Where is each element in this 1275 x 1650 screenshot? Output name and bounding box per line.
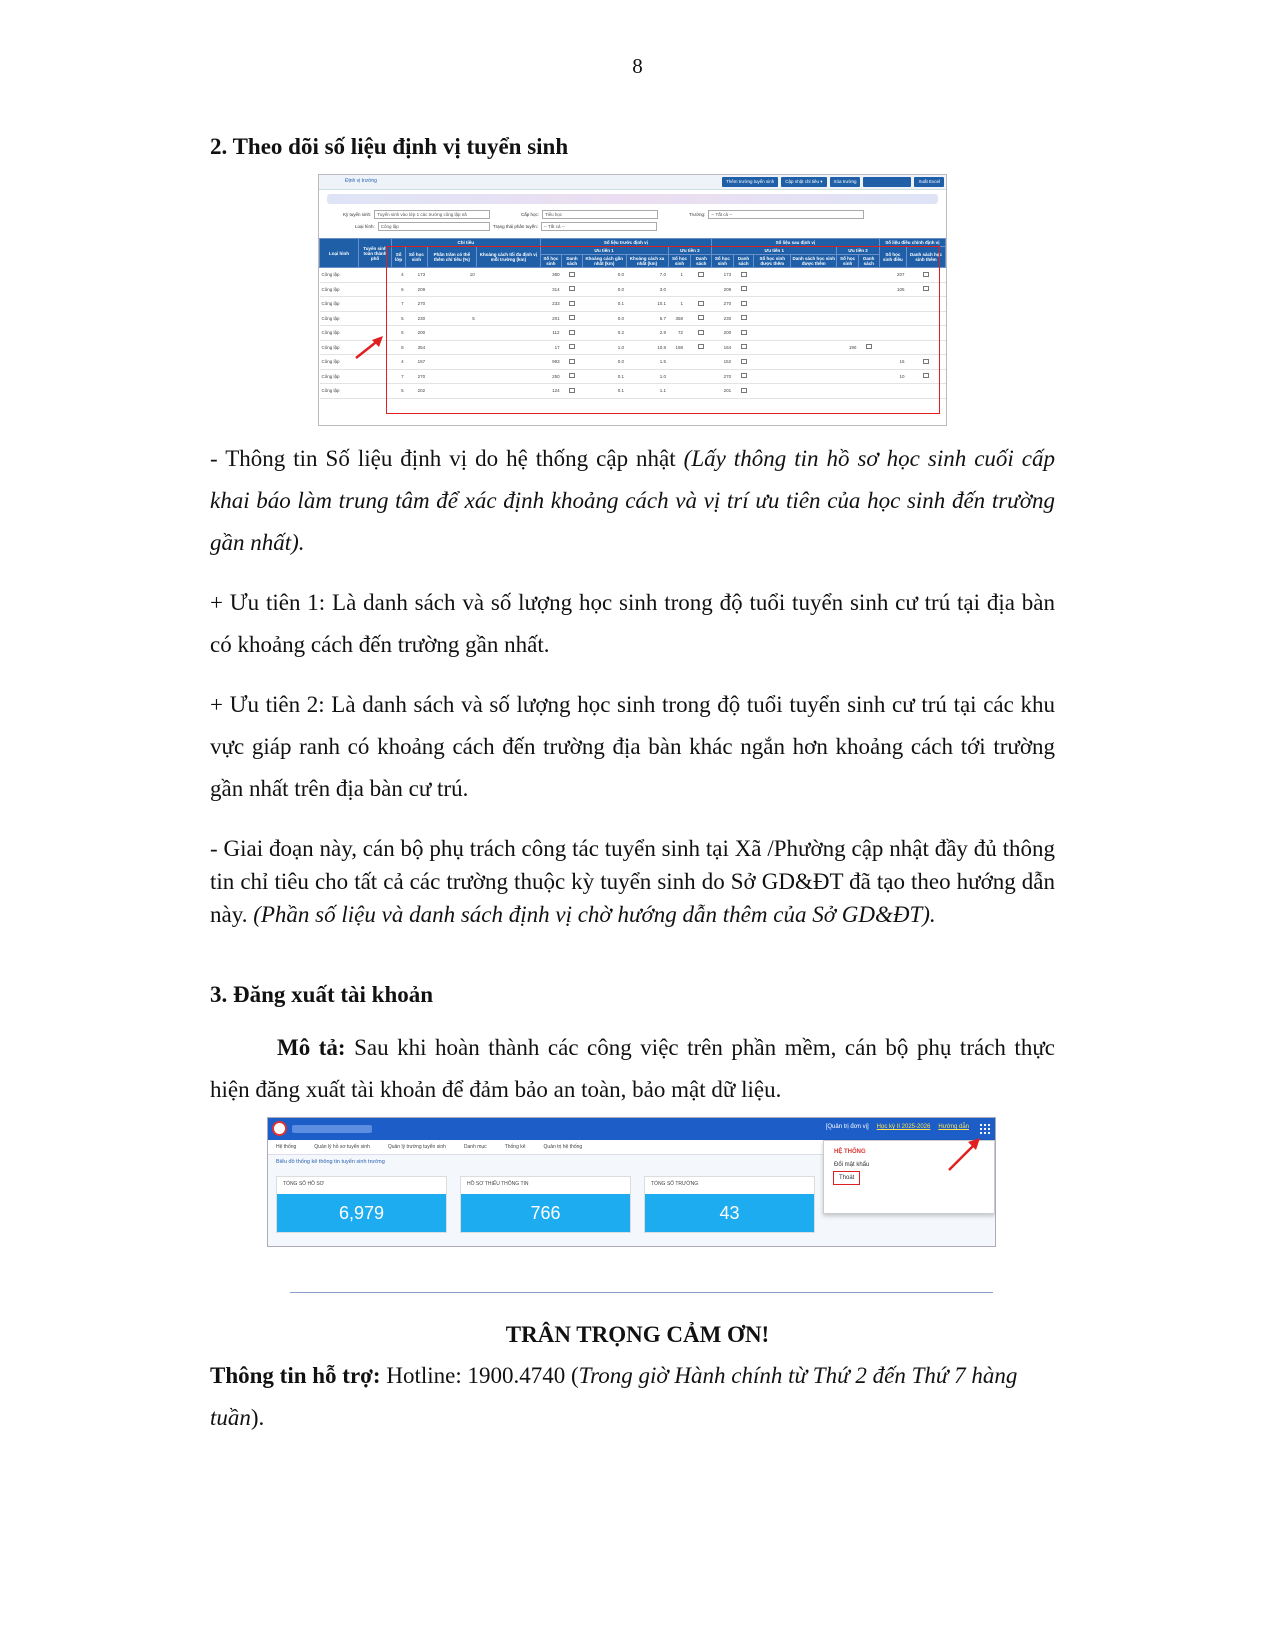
- breadcrumb: Định vị trường: [345, 178, 377, 184]
- toolbar-button[interactable]: Cập nhật chỉ tiêu ▾: [781, 177, 826, 187]
- dropdown-heading: HỆ THỐNG: [834, 1149, 866, 1155]
- table-cell: 112: [540, 326, 561, 341]
- table-cell: 1: [668, 268, 685, 283]
- table-cell: 1.1: [626, 384, 668, 399]
- table-cell: 0.0: [582, 282, 626, 297]
- table-cell: Công lập: [320, 326, 359, 341]
- table-cell: Công lập: [320, 369, 359, 384]
- truong-select[interactable]: -- Tất cả --: [708, 210, 864, 219]
- th-sub: Số học sinh: [540, 255, 561, 268]
- th-so-lop: Số lớp: [392, 247, 406, 268]
- table-cell: 1: [668, 297, 685, 312]
- mota-label: Mô tả:: [277, 1035, 346, 1060]
- table-cell: 0.1: [582, 384, 626, 399]
- table-cell: 270: [712, 369, 733, 384]
- th-uu-tien-1: Ưu tiên 1: [540, 247, 668, 255]
- table-cell: 8: [392, 340, 406, 355]
- table-cell: 1.0: [582, 340, 626, 355]
- stat-value: 43: [645, 1194, 814, 1232]
- th-tuyen-sinh: Tuyển sinh toàn thành phố: [359, 239, 392, 268]
- table-cell: 358: [668, 311, 685, 326]
- table-cell: 105: [879, 282, 906, 297]
- loai-hinh-select[interactable]: Công lập: [378, 222, 490, 231]
- table-cell: 10: [879, 369, 906, 384]
- table-cell: 0.0: [582, 311, 626, 326]
- th-uu-tien-2: Ưu tiên 2: [668, 247, 712, 255]
- table-cell: 198: [668, 340, 685, 355]
- table-cell: 5: [392, 326, 406, 341]
- table-cell: 202: [406, 384, 427, 399]
- th-sub: Số học sinh: [712, 255, 733, 268]
- logout-item[interactable]: Thoát: [833, 1171, 860, 1185]
- th-sub: Số học sinh được thêm: [754, 255, 791, 268]
- table-cell: 164: [712, 340, 733, 355]
- table-cell: 230: [406, 311, 427, 326]
- filter-label: Trường:: [689, 212, 706, 217]
- stat-value: 6,979: [277, 1194, 446, 1232]
- highlight-box: [386, 246, 940, 414]
- menu-item[interactable]: Thống kê: [504, 1144, 526, 1150]
- table-cell: 270: [406, 297, 427, 312]
- th-chi-tieu: Chỉ tiêu: [392, 239, 541, 247]
- table-cell: Công lập: [320, 297, 359, 312]
- table-cell: Công lập: [320, 311, 359, 326]
- th-sub: Danh sách: [691, 255, 712, 268]
- section-3-heading: 3. Đăng xuất tài khoản: [210, 982, 434, 1007]
- th-khoang-cach-max: Khoảng cách tối đa định vị mỗi trường (km): [477, 247, 540, 268]
- screenshot-dang-xuat: [267, 1117, 996, 1247]
- stat-card: [276, 1176, 447, 1233]
- th-sub: Số học sinh: [837, 255, 858, 268]
- filter-label: Loại hình:: [355, 224, 375, 229]
- stat-label: TỔNG SỐ TRƯỜNG: [651, 1181, 699, 1187]
- th-so-lieu-sau: Số liệu sau định vị: [712, 239, 879, 247]
- mota-text: Sau khi hoàn thành các công việc trên phần mềm, cán bộ phụ trách thực hiện đăng xuất tài khoản để đảm bảo an toàn, bảo mật dữ liệu.: [210, 1035, 1055, 1102]
- para1-text: - Thông tin Số liệu định vị do hệ thống cập nhật: [210, 446, 684, 471]
- user-label[interactable]: [Quản trị đơn vị]: [825, 1124, 869, 1130]
- th-so-lieu-truoc: Số liệu trước định vị: [540, 239, 712, 247]
- menu-item[interactable]: Quản lý trường tuyển sinh: [387, 1144, 446, 1150]
- table-cell: 201: [540, 311, 561, 326]
- th-sub: Khoảng cách gần nhất (km): [582, 255, 626, 268]
- table-cell: 17: [540, 340, 561, 355]
- guide-link[interactable]: Hướng dẫn: [938, 1124, 969, 1130]
- table-cell: 207: [879, 268, 906, 283]
- filter-label: Kỳ tuyển sinh:: [343, 212, 372, 217]
- table-cell: 10.1: [626, 297, 668, 312]
- table-cell: 5: [392, 311, 406, 326]
- table-cell: 16: [879, 355, 906, 370]
- table-cell: 230: [712, 311, 733, 326]
- ky-tuyen-sinh-select[interactable]: Tuyển sinh vào lớp 1 các trường công lập nă: [374, 210, 490, 219]
- table-cell: 157: [406, 355, 427, 370]
- table-cell: 190: [837, 340, 858, 355]
- th-sub: Danh sách: [562, 255, 583, 268]
- table-cell: 993: [540, 355, 561, 370]
- th-ds-hs-them: Danh sách học sinh thêm: [907, 247, 946, 268]
- logo-icon: [272, 1121, 287, 1136]
- table-cell: 1.5: [626, 355, 668, 370]
- menu-item[interactable]: Hệ thống: [276, 1144, 297, 1150]
- table-cell: Công lập: [320, 268, 359, 283]
- table-cell: 10.8: [626, 340, 668, 355]
- change-password-item[interactable]: Đổi mật khẩu: [834, 1162, 870, 1168]
- blurred-title: [292, 1125, 372, 1133]
- support-end: ).: [250, 1405, 265, 1430]
- filter-label: Cấp học:: [521, 212, 540, 217]
- menu-item[interactable]: Quản trị hệ thống: [543, 1144, 583, 1150]
- table-cell: 10: [427, 268, 477, 283]
- red-arrow-icon: [352, 334, 386, 362]
- table-cell: 5.7: [626, 311, 668, 326]
- divider: [290, 1292, 993, 1293]
- th-phan-tram: Phần trăm có thể thêm chỉ tiêu (%): [427, 247, 477, 268]
- para4-italic: (Phần số liệu và danh sách định vị chờ hướng dẫn thêm của Sở GD&ĐT).: [253, 902, 936, 927]
- table-cell: 314: [540, 282, 561, 297]
- table-cell: 4: [392, 268, 406, 283]
- stat-value: 766: [461, 1194, 630, 1232]
- filter-bar: [319, 208, 946, 234]
- support-label: Thông tin hỗ trợ:: [210, 1363, 381, 1388]
- table-cell: 0.0: [582, 268, 626, 283]
- table-cell: Công lập: [320, 384, 359, 399]
- th-sub: Số học sinh: [668, 255, 691, 268]
- table-cell: 152: [712, 355, 733, 370]
- toolbar-button[interactable]: Xuất Excel: [914, 177, 944, 187]
- year-link[interactable]: Học kỳ II 2025-2026: [876, 1124, 931, 1130]
- table-cell: 233: [540, 297, 561, 312]
- stat-label: TỔNG SỐ HỒ SƠ: [283, 1181, 324, 1187]
- table-cell: 0.0: [582, 355, 626, 370]
- table-cell: Công lập: [320, 355, 359, 370]
- table-cell: 200: [712, 326, 733, 341]
- th-so-hs-dieu: Số học sinh điều: [879, 247, 906, 268]
- table-cell: 209: [712, 282, 733, 297]
- table-cell: 6: [392, 282, 406, 297]
- table-cell: 2.9: [626, 326, 668, 341]
- table-cell: 380: [540, 268, 561, 283]
- table-cell: Công lập: [320, 282, 359, 297]
- table-cell: 173: [712, 268, 733, 283]
- stat-card: [644, 1176, 815, 1233]
- menu-item[interactable]: Danh mục: [463, 1144, 487, 1150]
- table-cell: 0.2: [582, 326, 626, 341]
- trang-thai-select[interactable]: -- Tất cả --: [541, 222, 657, 231]
- para-uu-tien-1: + Ưu tiên 1: Là danh sách và số lượng học sinh trong độ tuổi tuyển sinh cư trú tại địa bàn có khoảng cách đến trường gần nhất.: [210, 590, 1055, 657]
- table-cell: 201: [712, 384, 733, 399]
- table-cell: 0.1: [582, 297, 626, 312]
- table-cell: 270: [406, 369, 427, 384]
- table-cell: 72: [668, 326, 685, 341]
- th-sub: Khoảng cách xa nhất (km): [626, 255, 668, 268]
- table-cell: 3.0: [626, 282, 668, 297]
- table-cell: Công lập: [320, 340, 359, 355]
- stat-card: [460, 1176, 631, 1233]
- th-loai-hinh: Loại hình: [320, 239, 359, 268]
- table-cell: 270: [712, 297, 733, 312]
- breadcrumb: Biểu đồ thống kê thông tin tuyển sinh trường: [276, 1159, 385, 1165]
- red-arrow-icon: [944, 1134, 984, 1174]
- th-sub: Danh sách: [733, 255, 754, 268]
- table-cell: 173: [406, 268, 427, 283]
- table-cell: 124: [540, 384, 561, 399]
- support-italic: Trong giờ Hành chính từ Thứ 2 đến Thứ 7 hàng tuần: [210, 1363, 1018, 1430]
- table-cell: 7.0: [626, 268, 668, 283]
- th-sub: Danh sách học sinh được thêm: [792, 256, 835, 266]
- table-cell: 4: [392, 355, 406, 370]
- thanks-heading: TRÂN TRỌNG CẢM ƠN!: [505, 1322, 770, 1347]
- stat-label: HỒ SƠ THIẾU THÔNG TIN: [467, 1181, 529, 1187]
- table-cell: 209: [406, 282, 427, 297]
- table-cell: 5: [427, 311, 477, 326]
- table-cell: 5: [392, 384, 406, 399]
- table-cell: 0.1: [582, 369, 626, 384]
- menu-item[interactable]: Quản lý hồ sơ tuyển sinh: [314, 1144, 370, 1150]
- table-cell: 200: [406, 326, 427, 341]
- page-number: 8: [632, 54, 643, 78]
- para-uu-tien-2: + Ưu tiên 2: Là danh sách và số lượng học sinh trong độ tuổi tuyển sinh cư trú tại các khu vực giáp ranh có khoảng cách đến trường địa bàn khác ngắn hơn khoảng cách tới trường gần nhất trên địa bàn cư trú.: [210, 692, 1055, 801]
- support-text: Hotline: 1900.4740 (: [380, 1363, 579, 1388]
- toolbar-button[interactable]: Xóa trường: [830, 177, 861, 187]
- table-cell: 1.0: [626, 369, 668, 384]
- th-so-lieu-dieu-chinh: Số liệu điều chỉnh định vị: [879, 239, 945, 247]
- cap-hoc-select[interactable]: Tiểu học: [542, 210, 658, 219]
- para1-italic: (Lấy thông tin hồ sơ học sinh cuối cấp khai báo làm trung tâm để xác định khoảng cách và vị trí ưu tiên của học sinh đến trường gần nhất).: [210, 446, 1055, 555]
- th-so-hoc-sinh: Số học sinh: [406, 247, 427, 268]
- th-sub: Danh sách: [858, 255, 879, 268]
- table-cell: 7: [392, 369, 406, 384]
- table-cell: 250: [540, 369, 561, 384]
- table-cell: 354: [406, 340, 427, 355]
- blurred-title: [327, 194, 938, 204]
- toolbar-button[interactable]: [863, 177, 911, 187]
- th-uu-tien-2-sau: Ưu tiên 2: [837, 247, 879, 255]
- para4-text: - Giai đoạn này, cán bộ phụ trách công tác tuyển sinh tại Xã /Phường cập nhật đầy đủ thông tin chỉ tiêu cho tất cả các trường thuộc kỳ tuyển sinh do Sở GD&ĐT đã tạo theo hướng dẫn này.: [210, 836, 1055, 927]
- th-uu-tien-1-sau: Ưu tiên 1: [712, 247, 837, 255]
- filter-label: Trạng thái phân tuyến:: [493, 224, 538, 229]
- toolbar-button[interactable]: Thêm trường tuyển sinh: [722, 177, 778, 187]
- table-cell: 7: [392, 297, 406, 312]
- section-2-heading: 2. Theo dõi số liệu định vị tuyển sinh: [210, 134, 569, 159]
